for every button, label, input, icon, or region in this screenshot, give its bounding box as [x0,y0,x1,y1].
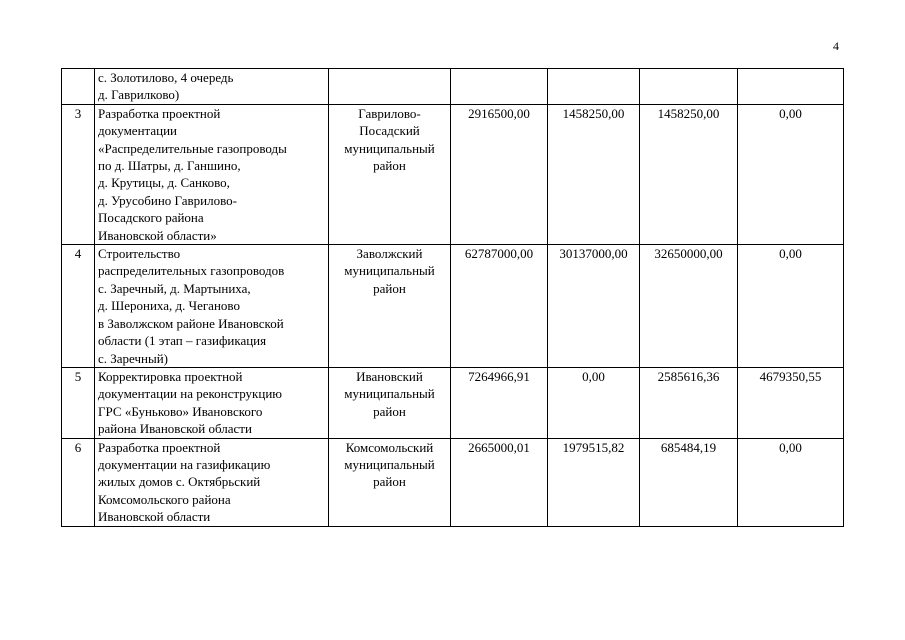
amount-cell-4: 4679350,55 [738,367,844,438]
project-name-line: с. Заречный, д. Мартыниха, [98,280,251,296]
amount-cell-3: 685484,19 [640,438,738,526]
project-name-line: Ивановской области [98,509,211,525]
project-name-line: Разработка проектной [98,439,221,455]
project-name-cell [95,438,329,526]
municipality-cell [329,367,451,438]
amount-cell-4: 0,00 [738,438,844,526]
municipality-cell [329,245,451,368]
project-name-line: д. Крутицы, д. Санково, [98,175,230,191]
municipality-cell [329,438,451,526]
project-name-line: распределительных газопроводов [98,263,285,279]
project-name-line: в Заволжском районе Ивановской [98,315,284,331]
municipality-line: муниципальный [344,263,435,279]
amount-cell-4 [738,69,844,105]
amount-cell-3: 1458250,00 [640,104,738,244]
project-name-cell [95,69,329,105]
row-number-cell: 4 [62,245,95,368]
municipality-line: район [373,403,406,419]
amount-cell-4: 0,00 [738,104,844,244]
row-number-cell: 5 [62,367,95,438]
project-name-line: Корректировка проектной [98,368,243,384]
project-name-line: д. Урусобино Гаврилово- [98,192,237,208]
amount-cell-2: 1458250,00 [548,104,640,244]
project-name-line: документации на газификацию [98,456,271,472]
table-row [62,104,844,244]
total-amount-cell: 62787000,00 [451,245,548,368]
project-name-line: д. Гаврилково) [98,87,180,103]
project-name-cell [95,245,329,368]
municipality-line: Комсомольский [345,439,434,455]
project-name-line: Строительство [98,246,181,262]
municipality-line: муниципальный [344,456,435,472]
project-name-line: с. Заречный) [98,350,169,366]
amount-cell-2: 30137000,00 [548,245,640,368]
total-amount-cell: 2665000,01 [451,438,548,526]
municipality-line: район [373,158,406,174]
amount-cell-3: 32650000,00 [640,245,738,368]
project-name-line: по д. Шатры, д. Ганшино, [98,158,241,174]
municipality-line: Ивановский [356,368,423,384]
project-name-line: области (1 этап – газификация [98,333,267,349]
amount-cell-2: 0,00 [548,367,640,438]
municipality-line: район [373,280,406,296]
project-name-line: района Ивановской области [98,421,252,437]
table-row [62,69,844,105]
table-row [62,245,844,368]
total-amount-cell: 2916500,00 [451,104,548,244]
project-name-line: жилых домов с. Октябрьский [98,474,261,490]
project-name-line: Комсомольского района [98,491,231,507]
municipality-line: район [373,474,406,490]
total-amount-cell [451,69,548,105]
municipality-cell [329,104,451,244]
table-row [62,438,844,526]
municipality-cell [329,69,451,105]
municipality-line: муниципальный [344,386,435,402]
project-name-line: ГРС «Буньково» Ивановского [98,403,263,419]
project-name-line: «Распределительные газопроводы [98,140,287,156]
project-name-line: Посадского района [98,210,204,226]
project-name-cell [95,367,329,438]
table-row [62,367,844,438]
amount-cell-3: 2585616,36 [640,367,738,438]
row-number-cell: 3 [62,104,95,244]
funding-table [61,68,844,527]
row-number-cell: 6 [62,438,95,526]
project-name-line: Ивановской области» [98,227,217,243]
row-number-cell [62,69,95,105]
amount-cell-2 [548,69,640,105]
project-name-line: с. Золотилово, 4 очередь [98,70,234,85]
municipality-line: Заволжский [356,246,423,262]
project-name-line: документации на реконструкцию [98,386,282,402]
municipality-line: муниципальный [344,140,435,156]
project-name-cell [95,104,329,244]
project-name-line: Разработка проектной [98,105,221,121]
amount-cell-3 [640,69,738,105]
municipality-line: Посадский [359,123,420,139]
project-name-line: документации [98,123,178,139]
amount-cell-4: 0,00 [738,245,844,368]
total-amount-cell: 7264966,91 [451,367,548,438]
amount-cell-2: 1979515,82 [548,438,640,526]
page-number: 4 [833,39,839,53]
project-name-line: д. Шерониха, д. Чеганово [98,298,240,314]
municipality-line: Гаврилово- [358,105,421,121]
